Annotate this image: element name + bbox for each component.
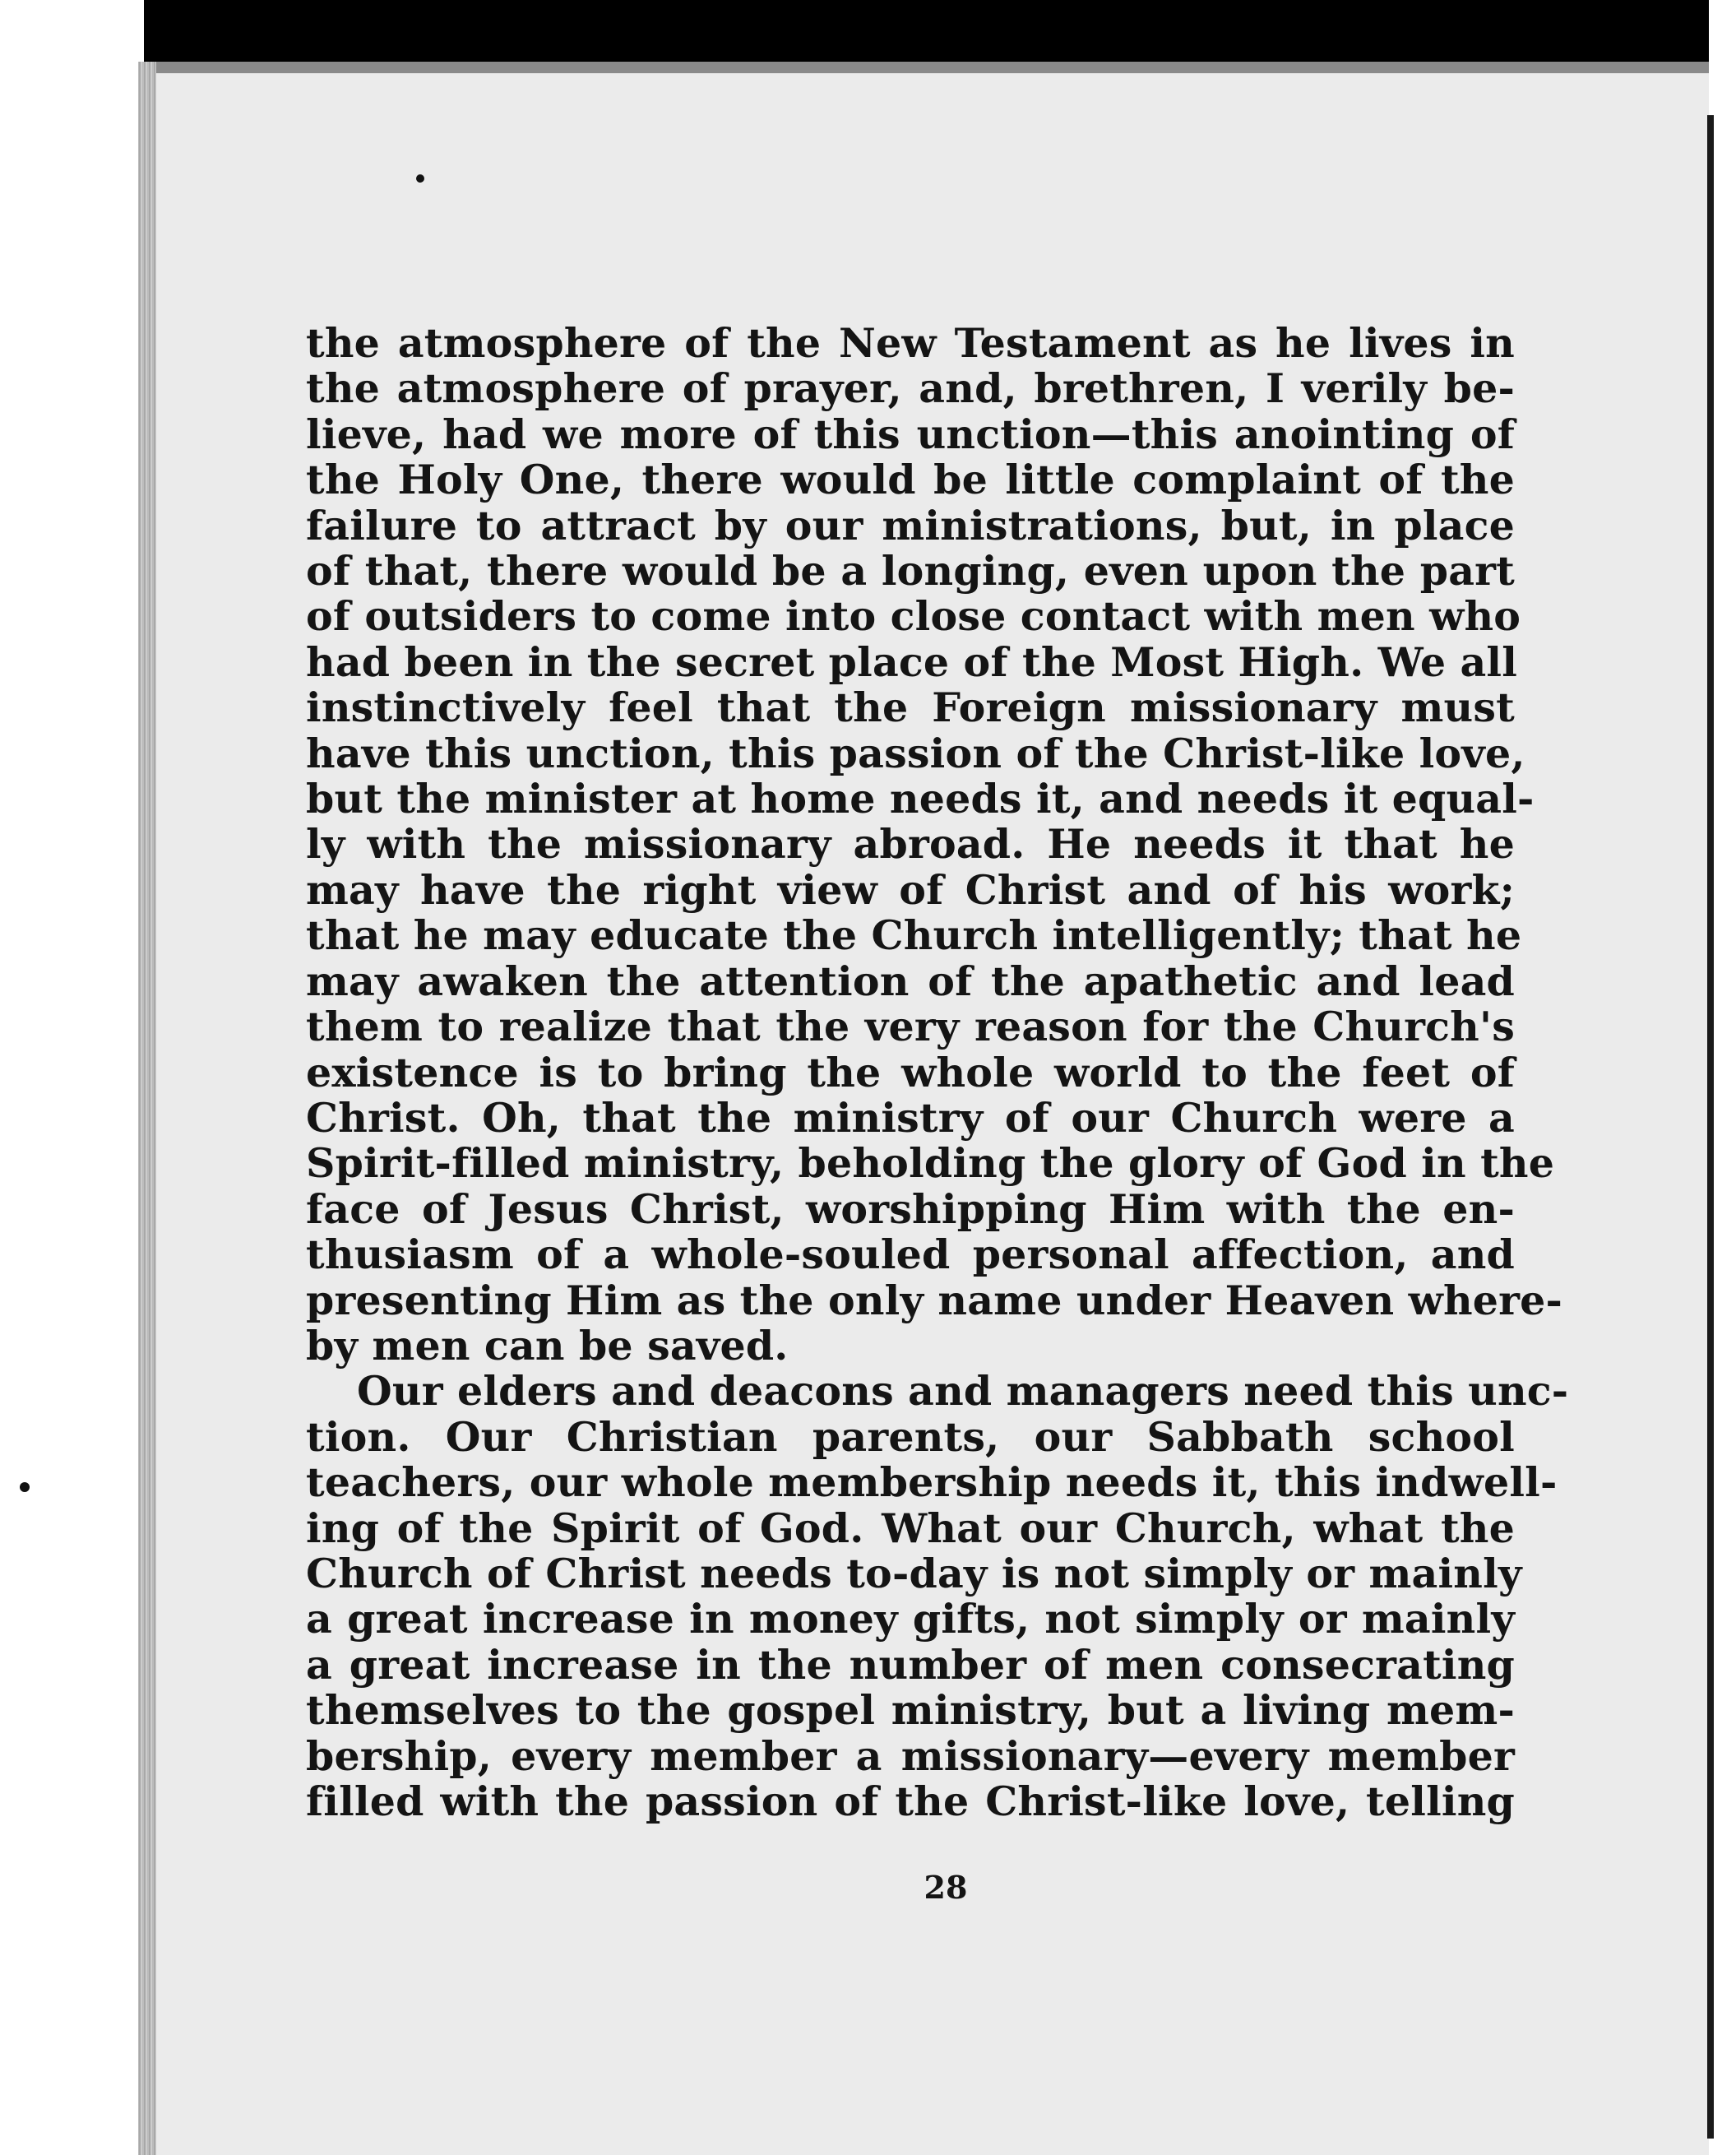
text-line: by men can be saved. [306, 1321, 789, 1369]
text-line: Church of Christ needs to-day is not simply or mainly [306, 1549, 1522, 1597]
scan-top-border [0, 0, 1736, 62]
text-line: tion. Our Christian parents, our Sabbath school [306, 1412, 1515, 1461]
text-line: lieve, had we more of this unction—this anointing of [306, 410, 1515, 458]
text-line: failure to attract by our ministrations, but, in place [306, 501, 1515, 549]
text-line: the Holy One, there would be little complaint of the [306, 456, 1515, 504]
text-line: Christ. Oh, that the ministry of our Church were a [306, 1093, 1515, 1142]
text-line: presenting Him as the only name under Heaven where- [306, 1276, 1563, 1324]
text-line: the atmosphere of prayer, and, brethren, I verily be- [306, 364, 1515, 413]
text-line: the atmosphere of the New Testament as he lives in [306, 319, 1515, 367]
paragraph [306, 319, 1563, 1369]
text-line: that he may educate the Church intelligently; that he [306, 911, 1522, 960]
text-line: a great increase in money gifts, not simply or mainly [306, 1595, 1515, 1643]
page-number: 28 [924, 1869, 968, 1906]
text-line: but the minister at home needs it, and needs it equal- [306, 775, 1535, 823]
text-line: thusiasm of a whole-souled personal affection, and [306, 1230, 1515, 1279]
paragraph [306, 1367, 1569, 1825]
text-line: teachers, our whole membership needs it, this indwell- [306, 1458, 1558, 1507]
text-line: of that, there would be a longing, even upon the part [306, 547, 1515, 596]
text-line: filled with the passion of the Christ-like love, telling [306, 1777, 1515, 1825]
text-line: may have the right view of Christ and of his work; [306, 865, 1515, 914]
body-text [306, 319, 1569, 1825]
text-line: Spirit-filled ministry, beholding the glory of God in the [306, 1139, 1555, 1188]
text-line: face of Jesus Christ, worshipping Him with the en- [306, 1184, 1515, 1233]
scan-left-margin [0, 0, 144, 2155]
text-line: of outsiders to come into close contact with men who [306, 592, 1521, 641]
text-line: a great increase in the number of men consecrating [306, 1640, 1515, 1689]
text-line: themselves to the gospel ministry, but a living mem- [306, 1686, 1515, 1735]
text-line: instinctively feel that the Foreign missionary must [306, 684, 1515, 732]
text-line: bership, every member a missionary—every member [306, 1731, 1515, 1780]
text-line: existence is to bring the whole world to the feet of [306, 1048, 1515, 1096]
text-line: them to realize that the very reason for the Church's [306, 1003, 1515, 1051]
text-line: ing of the Spirit of God. What our Church, what the [306, 1504, 1515, 1552]
ink-speck [416, 174, 424, 183]
text-line: may awaken the attention of the apathetic and lead [306, 957, 1515, 1005]
text-line: have this unction, this passion of the Christ-like love, [306, 729, 1525, 777]
page-stack-edge [138, 62, 156, 2155]
text-line: had been in the secret place of the Most High. We all [306, 637, 1518, 686]
ink-speck [20, 1482, 30, 1492]
text-line: Our elders and deacons and managers need this unc- [357, 1367, 1569, 1416]
facing-page-edge [1707, 115, 1714, 2139]
text-line: ly with the missionary abroad. He needs it that he [306, 820, 1515, 869]
